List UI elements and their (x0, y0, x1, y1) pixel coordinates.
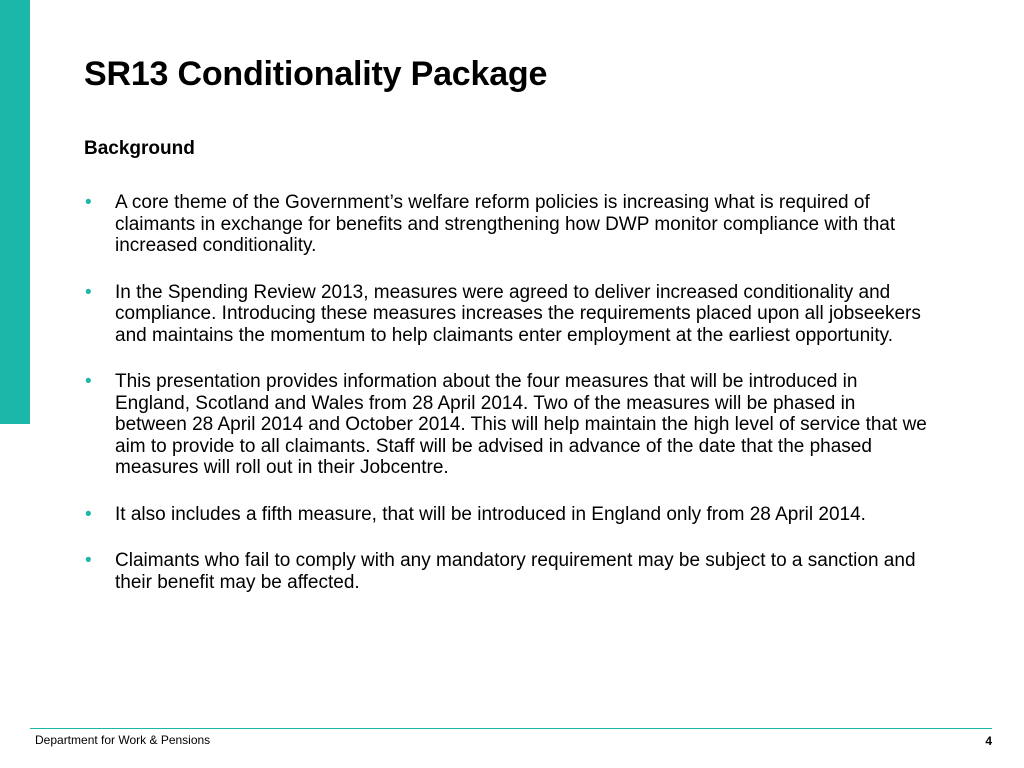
bullet-item (84, 550, 930, 593)
bullet-item (84, 504, 930, 526)
bullet-list (84, 192, 930, 618)
bullet-text: It also includes a fifth measure, that will be introduced in England only from 28 April 2014. (115, 503, 866, 525)
bullet-marker: • (85, 503, 92, 525)
bullet-item (84, 282, 930, 347)
bullet-text: Claimants who fail to comply with any mandatory requirement may be subject to a sanction and their benefit may be affected. (115, 550, 916, 593)
bullet-marker: • (85, 550, 92, 571)
bullet-text: In the Spending Review 2013, measures were agreed to deliver increased conditionality and compliance. Introducing these measures increases the requirements placed upon all jobseekers and maintains the momentum to help claimants enter employment at the earliest opportunity. (115, 281, 921, 346)
bullet-marker: • (85, 371, 92, 392)
footer-divider (30, 728, 992, 729)
bullet-item (84, 371, 930, 479)
page-number: 4 (985, 734, 992, 748)
slide-title: SR13 Conditionality Package (84, 55, 548, 93)
section-heading: Background (84, 138, 195, 159)
accent-bar (0, 0, 30, 424)
bullet-text: A core theme of the Government’s welfare reform policies is increasing what is required of claimants in exchange for benefits and strengthening how DWP monitor compliance with that increased conditionality. (115, 192, 896, 256)
footer-organisation: Department for Work & Pensions (35, 733, 211, 747)
bullet-marker: • (85, 192, 92, 213)
bullet-text: This presentation provides information about the four measures that will be introduced in England, Scotland and Wales from 28 April 2014. Two of the measures will be phased in between 28 April 2014 and October 2014. This will help maintain the high level of service that we aim to provide to all claimants. Staff will be advised in advance of the date that the phased measures will roll out in their Jobcentre. (115, 371, 927, 478)
bullet-marker: • (85, 281, 92, 303)
bullet-item (84, 192, 930, 257)
